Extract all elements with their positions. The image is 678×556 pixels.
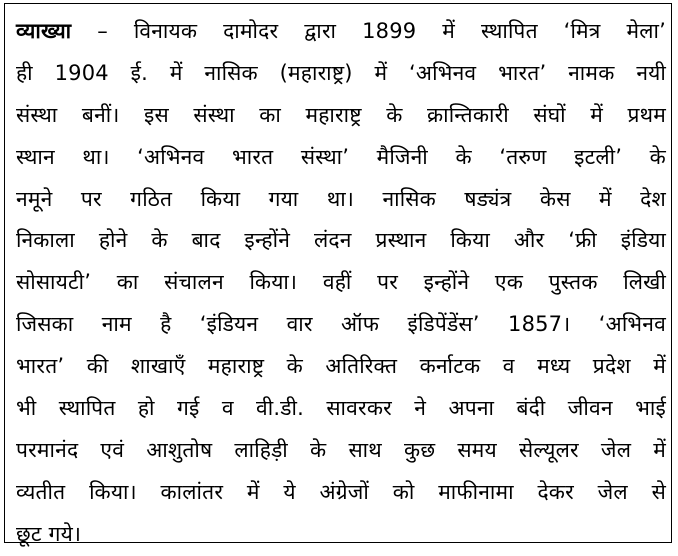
explanation-box	[4, 3, 672, 546]
text-line-13: छूट गये।	[16, 521, 82, 546]
text-line-4: स्थान था। ‘अभिनव भारत संस्था’ मैजिनी के ‘तरुण इटली’ के	[16, 144, 666, 169]
explanation-paragraph	[16, 11, 666, 556]
text-line-9: भारत’ की शाखाएँ महाराष्ट्र के अतिरिक्त कर्नाटक व मध्य प्रदेश में	[16, 354, 666, 379]
text-line-5: नमूने पर गठित किया गया था। नासिक षड्यंत्र केस में देश	[16, 186, 666, 211]
text-line-11: परमानंद एवं आशुतोष लाहिड़ी के साथ कुछ समय सेल्यूलर जेल में	[16, 437, 666, 462]
text-line-2: ही 1904 ई. में नासिक (महाराष्ट्र) में ‘अभिनव भारत’ नामक नयी	[16, 60, 666, 85]
line-1-text: – विनायक दामोदर द्वारा 1899 में स्थापित ‘मित्र मेला’	[97, 19, 666, 43]
text-line-1	[16, 11, 666, 53]
explanation-heading: व्याख्या	[16, 19, 72, 43]
text-line-7: सोसायटी’ का संचालन किया। वहीं पर इन्होंने एक पुस्तक लिखी	[16, 270, 666, 295]
text-line-10: भी स्थापित हो गई व वी.डी. सावरकर ने अपना बंदी जीवन भाई	[16, 396, 666, 421]
text-line-12: व्यतीत किया। कालांतर में ये अंग्रेजों को माफीनामा देकर जेल से	[16, 479, 666, 504]
text-line-8: जिसका नाम है ‘इंडियन वार ऑफ इंडिपेंडेंस’ 1857। ‘अभिनव	[16, 312, 666, 337]
text-line-6: निकाला होने के बाद इन्होंने लंदन प्रस्थान किया और ‘फ्री इंडिया	[16, 228, 666, 253]
text-line-3: संस्था बनीं। इस संस्था का महाराष्ट्र के क्रान्तिकारी संघों में प्रथम	[16, 102, 666, 127]
